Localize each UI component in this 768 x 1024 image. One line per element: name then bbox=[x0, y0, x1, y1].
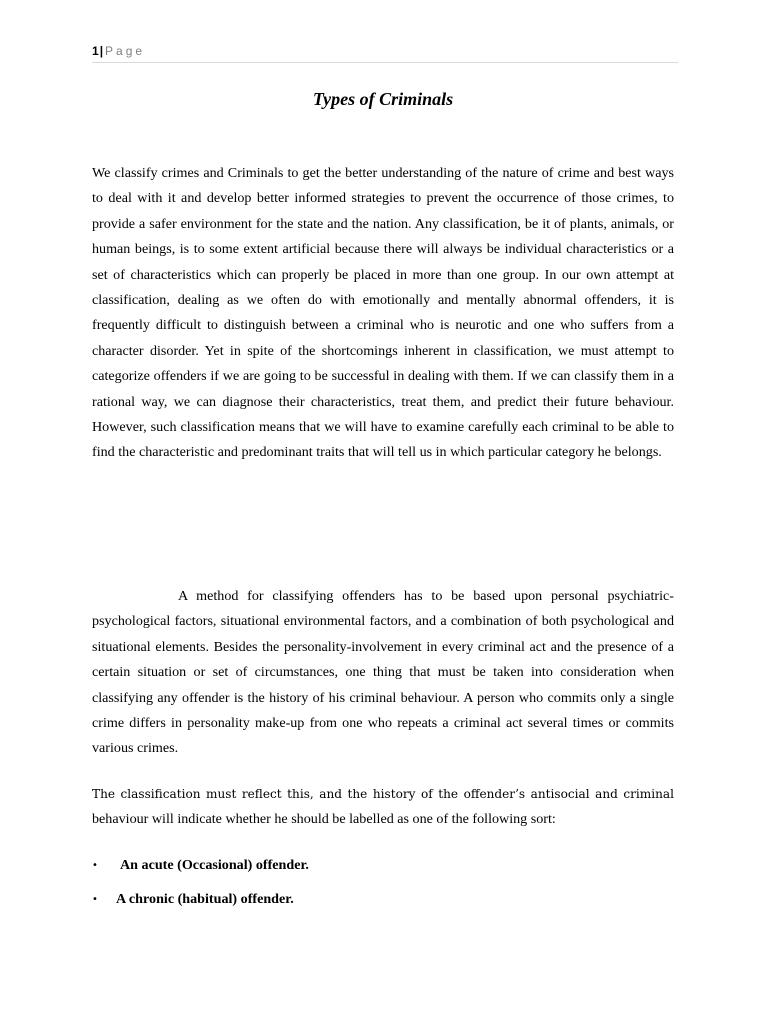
list-item-text: An acute (Occasional) offender. bbox=[120, 857, 309, 873]
header-separator: | bbox=[99, 44, 104, 58]
bullet-icon: • bbox=[92, 894, 98, 905]
list-item bbox=[92, 887, 674, 921]
classification-paragraph-rest: behaviour will indicate whether he should be labelled as one of the following sort: bbox=[92, 811, 556, 828]
classification-paragraph-first-line: The classification must reflect this, and the history of the offender’s antisocial and criminal bbox=[92, 787, 674, 801]
list-item-text: A chronic (habitual) offender. bbox=[116, 891, 294, 907]
page-number: 1 bbox=[92, 44, 99, 58]
bullet-icon: • bbox=[92, 860, 98, 871]
document-title: Types of Criminals bbox=[312, 89, 454, 109]
offender-types-list bbox=[92, 853, 674, 921]
method-paragraph: A method for classifying offenders has to be based upon personal psychiatric-psychological factors, situational environmental factors, and a combination of both psychological and situational elements. Besides the personality-involvement in every criminal act and the presence of a certain situation or set of circumstances, one thing that must be taken into consideration when classifying any offender is the history of his criminal behaviour. A person who commits only a single crime differs in personality make-up from one who repeats a criminal act several times or commits various crimes. bbox=[92, 588, 674, 757]
classification-paragraph bbox=[92, 782, 674, 833]
intro-paragraph: We classify crimes and Criminals to get the better understanding of the nature of crime and best ways to deal with it and develop better informed strategies to prevent the occurrence of those crimes, to provide a safer environment for the state and the nation. Any classification, be it of plants, animals, or human beings, is to some extent artificial because there will always be individual characteristics or a set of characteristics which can properly be placed in more than one group. In our own attempt at classification, dealing as we often do with emotionally and mentally abnormal offenders, it is frequently difficult to distinguish between a criminal who is neurotic and one who suffers from a character disorder. Yet in spite of the shortcomings inherent in classification, we must attempt to categorize offenders if we are going to be successful in dealing with them. If we can classify them in a rational way, we can diagnose their characteristics, treat them, and predict their future behaviour. However, such classification means that we will have to examine carefully each criminal to be able to find the characteristic and predominant traits that will tell us in which particular category he belongs. bbox=[92, 165, 674, 461]
page-header bbox=[92, 42, 678, 63]
list-item bbox=[92, 853, 674, 887]
page-label: Page bbox=[105, 44, 146, 58]
